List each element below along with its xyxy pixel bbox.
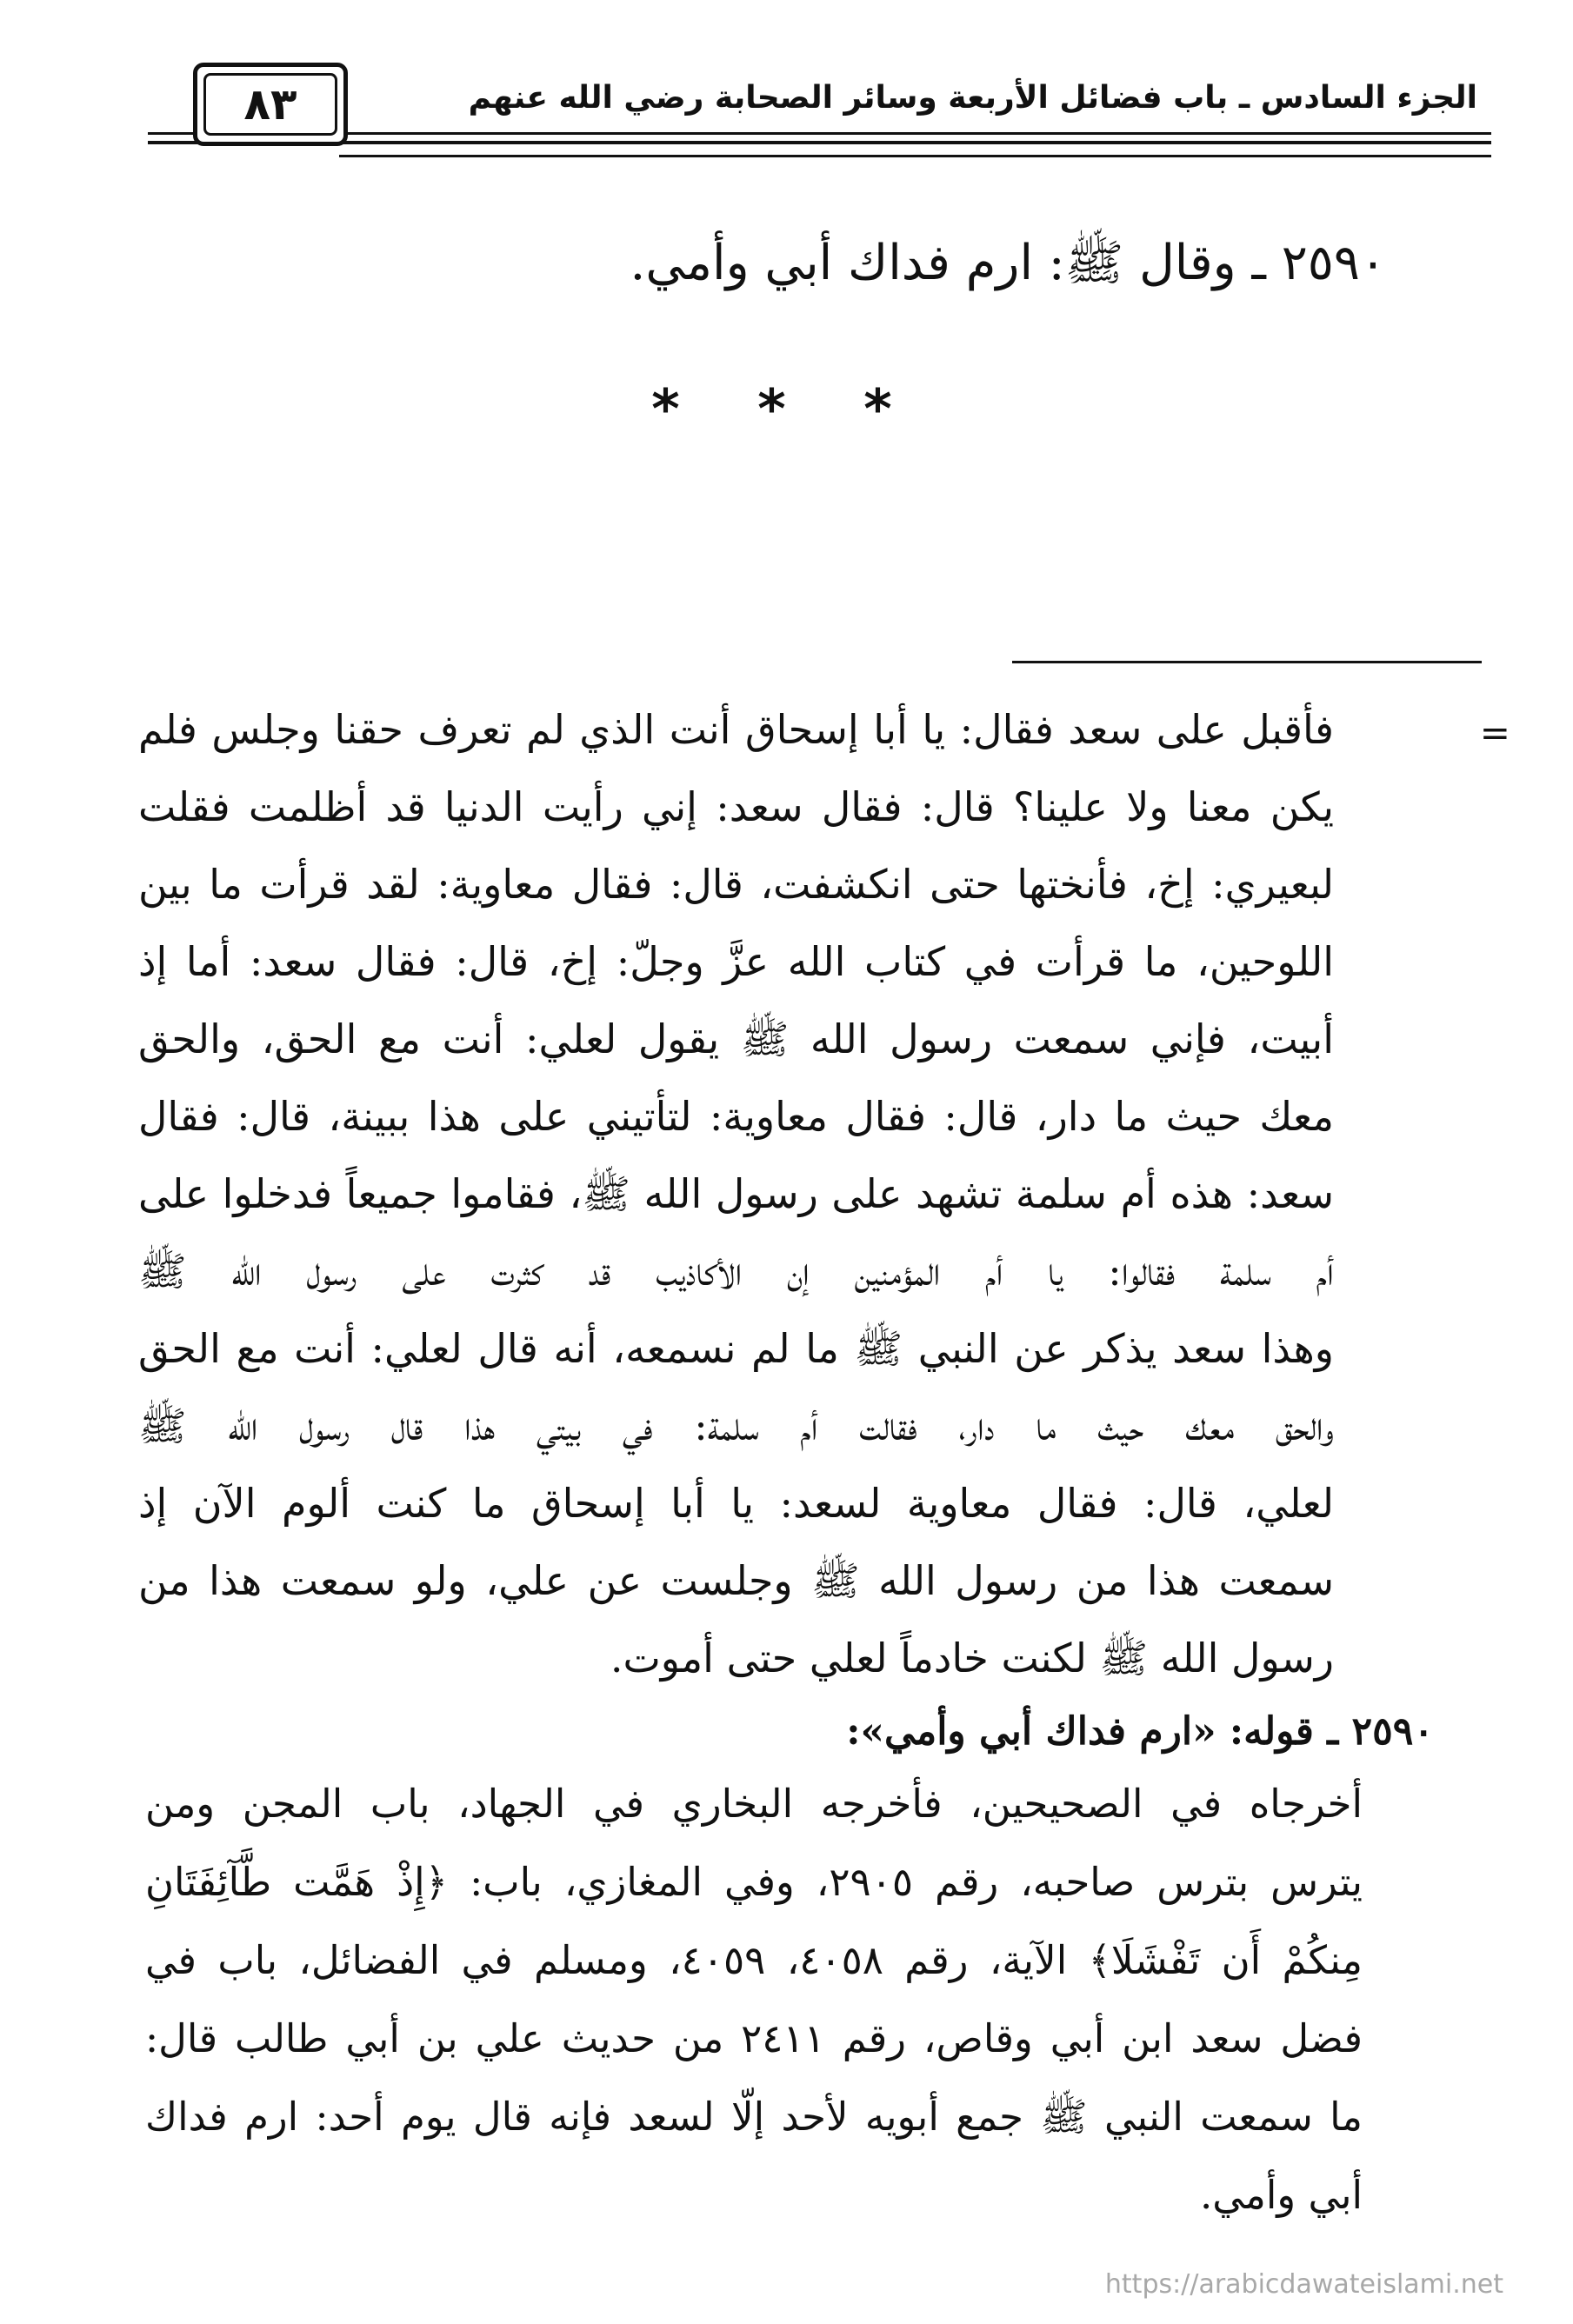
commentary-line: مِنكُمْ أَن تَفْشَلَا﴾ الآية، رقم ٤٠٥٨، ٤٠٥٩، ومسلم في الفضائل، باب في bbox=[145, 1937, 1363, 1983]
footnote-line: والحق معك حيث ما دار، فقالت أم سلمة: في بيتي هذا قال رسول الله ﷺ bbox=[138, 1402, 1334, 1449]
footnote-line: سمعت هذا من رسول الله ﷺ وجلست عن علي، ولو سمعت هذا من bbox=[138, 1557, 1334, 1604]
footnote-line: سعد: هذه أم سلمة تشهد على رسول الله ﷺ، فقاموا جميعاً فدخلوا على bbox=[138, 1170, 1334, 1217]
page-number: ٨٣ bbox=[203, 73, 337, 136]
commentary-line: يترس بترس صاحبه، رقم ٢٩٠٥، وفي المغازي، باب: ﴿إِذْ هَمَّت طَّآئِفَتَانِ bbox=[145, 1859, 1363, 1905]
commentary-line: فضل سعد ابن أبي وقاص، رقم ٢٤١١ من حديث علي بن أبي طالب قال: bbox=[145, 2015, 1363, 2061]
footnote-body bbox=[138, 691, 1334, 1697]
footnote-line: لبعيري: إخ، فأنختها حتى انكشفت، قال: فقال معاوية: لقد قرأت ما بين bbox=[138, 861, 1334, 908]
page-number-frame bbox=[193, 63, 348, 146]
footnote-line: يكن معنا ولا علينا؟ قال: فقال سعد: إني رأيت الدنيا قد أظلمت فقلت bbox=[138, 783, 1334, 830]
footnote-line: رسول الله ﷺ لكنت خادماً لعلي حتى أموت. bbox=[610, 1635, 1334, 1681]
header-rule-bottom bbox=[339, 155, 1491, 157]
commentary-line: ما سمعت النبي ﷺ جمع أبويه لأحد إلّا لسعد فإنه قال يوم أحد: ارم فداك bbox=[145, 2094, 1363, 2140]
commentary-heading: ٢٥٩٠ ـ قوله: «ارم فداك أبي وأمي»: bbox=[846, 1709, 1434, 1754]
footnote-continuation-mark: = bbox=[1479, 711, 1510, 754]
footnote-line: اللوحين، ما قرأت في كتاب الله عزَّ وجلّ: إخ، قال: فقال سعد: أما إذ bbox=[138, 938, 1334, 985]
header-rule-top bbox=[148, 132, 1491, 135]
footnote-line: معك حيث ما دار، قال: فقال معاوية: لتأتيني على هذا ببينة، قال: فقال bbox=[138, 1093, 1334, 1140]
footnote-line: لعلي، قال: فقال معاوية لسعد: يا أبا إسحاق ما كنت ألوم الآن إذ bbox=[138, 1480, 1334, 1527]
hadith-text: ٢٥٩٠ ـ وقال ﷺ: ارم فداك أبي وأمي. bbox=[630, 235, 1386, 291]
commentary-line: أبي وأمي. bbox=[1200, 2172, 1363, 2218]
watermark-url: https://arabicdawateislami.net bbox=[1104, 2269, 1503, 2300]
commentary-body bbox=[145, 1765, 1363, 2234]
footnote-line: وهذا سعد يذكر عن النبي ﷺ ما لم نسمعه، أنه قال لعلي: أنت مع الحق bbox=[138, 1325, 1334, 1372]
header-rule-middle bbox=[148, 141, 1491, 144]
footnote-line: أم سلمة فقالوا: يا أم المؤمنين إن الأكاذيب قد كثرت على رسول الله ﷺ bbox=[138, 1248, 1334, 1295]
section-separator-stars: * * * bbox=[651, 377, 922, 441]
commentary-line: أخرجاه في الصحيحين، فأخرجه البخاري في الجهاد، باب المجن ومن bbox=[145, 1781, 1363, 1827]
running-title: الجزء السادس ـ باب فضائل الأربعة وسائر الصحابة رضي الله عنهم bbox=[468, 80, 1477, 116]
footnote-line: فأقبل على سعد فقال: يا أبا إسحاق أنت الذي لم تعرف حقنا وجلس فلم bbox=[138, 706, 1334, 753]
footnote-line: أبيت، فإني سمعت رسول الله ﷺ يقول لعلي: أنت مع الحق، والحق bbox=[138, 1016, 1334, 1062]
footnote-rule bbox=[1012, 661, 1482, 663]
